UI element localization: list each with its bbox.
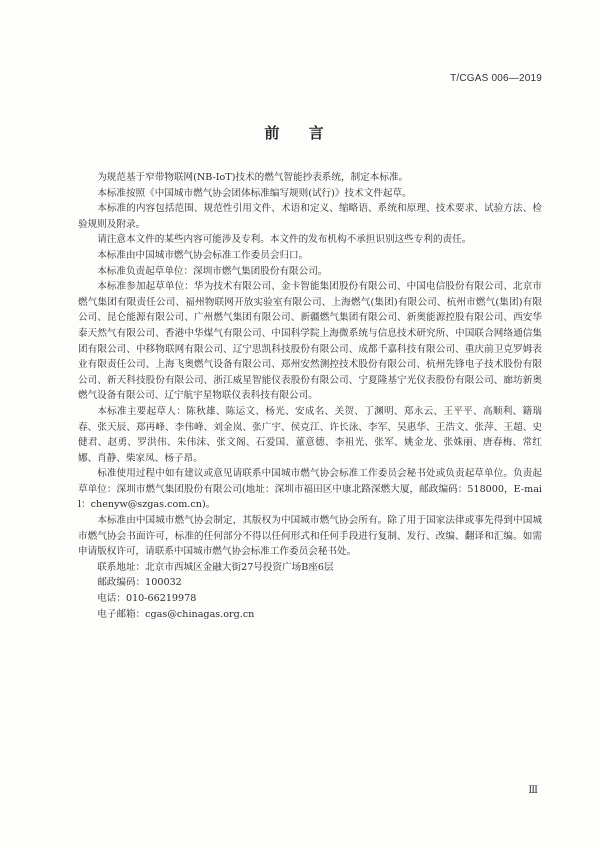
standard-code: T/CGAS 006—2019: [450, 73, 542, 84]
paragraph-feedback: 标准使用过程中如有建议或意见请联系中国城市燃气协会标准工作委员会秘书处或负责起草单位。负责起草单位：深圳市燃气集团股份有限公司(地址：深圳市福田区中康北路深燃大厦，邮政编码：518000，E-mail：chenyw@szgas.com.cn)。: [78, 468, 542, 511]
paragraph-lead-drafter: 本标准负责起草单位：深圳市燃气集团股份有限公司。: [97, 265, 328, 277]
page-number: Ⅲ: [528, 785, 538, 796]
contact-phone: 电话：010-66219978: [97, 593, 197, 605]
paragraph-drafting-rules: 本标准按照《中国城市燃气协会团体标准编写规则(试行)》技术文件起草。: [97, 187, 412, 199]
contact-email: 电子邮箱：cgas@chinagas.org.cn: [97, 608, 255, 620]
contact-address: 联系地址：北京市西城区金融大街27号投资广场B座6层: [97, 561, 334, 573]
paragraph-contents: 本标准的内容包括范围、规范性引用文件、术语和定义、缩略语、系统和原理、技术要求、试验方法、检验规则及附录。: [78, 203, 542, 230]
contact-postcode: 邮政编码：100032: [97, 577, 182, 589]
paragraph-purpose: 为规范基于窄带物联网(NB-IoT)技术的燃气智能抄表系统，制定本标准。: [97, 172, 409, 183]
paragraph-participating-drafters: 本标准参加起草单位：华为技术有限公司、金卡智能集团股份有限公司、中国电信股份有限公司、北京市燃气集团有限责任公司、福州物联网开放实验室有限公司、上海燃气(集团)有限公司、杭州市燃气(集团)有限公司、昆仑能源有限公司、广州燃气集团有限公司、新疆燃气集团有限公司、新奥能源控股有限公司、西安华泰天然气有限公司、香港中华煤气有限公司、中国科学院上海微系统与信息技术研究所、中国联合网络通信集团有限公司、中移物联网有限公司、辽宁思凯科技股份有限公司、成都千嘉科技有限公司、重庆前卫克罗姆表业有限责任公司、上海飞奥燃气设备有限公司、郑州安然测控技术股份有限公司、杭州先锋电子技术股份有限公司、新天科技股份有限公司、浙江威星智能仪表股份有限公司、宁夏隆基宁光仪表股份有限公司、廊坊新奥燃气设备有限公司、辽宁航宇星物联仪表科技有限公司。: [78, 281, 542, 402]
paragraph-administrator: 本标准由中国城市燃气协会标准工作委员会归口。: [97, 249, 309, 261]
paragraph-copyright: 本标准由中国城市燃气协会制定，其版权为中国城市燃气协会所有。除了用于国家法律或事先得到中国城市燃气协会书面许可，标准的任何部分不得以任何形式和任何手段进行复制、发行、改编、翻译和汇编。如需申请版权许可，请联系中国城市燃气协会标准工作委员会秘书处。: [78, 515, 542, 558]
paragraph-main-drafters: 本标准主要起草人：陈秋雄、陈运文、杨光、安成名、关贺、丁渊明、郑永云、王平平、高顺利、籍瑞春、张天辰、郑再峰、李伟峰、刘金岚、张广宇、侯克江、许长泳、李军、吴惠华、王浩文、张萍、王超、史健君、赵勇、罗洪伟、朱伟沫、张文阁、石爱国、董意德、李祖光、张军、姚金龙、张姝丽、唐春梅、常红娜、肖静、柴家凤、杨子昂。: [78, 405, 542, 464]
page-title: 前 言: [264, 124, 336, 142]
foreword-body: [78, 170, 542, 622]
paragraph-patent-notice: 请注意本文件的某些内容可能涉及专利。本文件的发布机构不承担识别这些专利的责任。: [97, 234, 472, 246]
